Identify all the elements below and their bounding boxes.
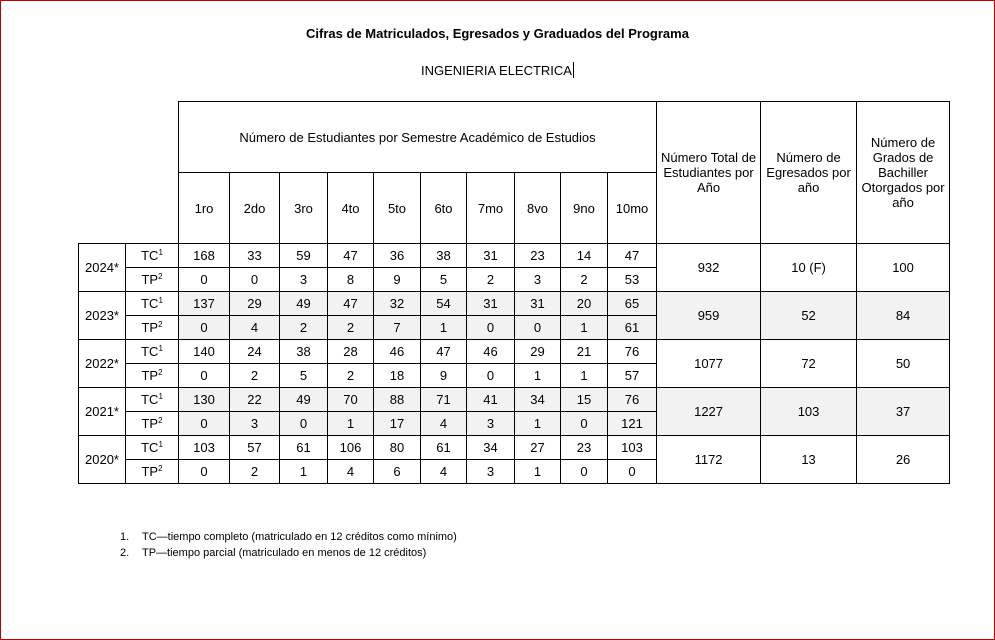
tc-value-cell: 14 [561, 244, 608, 268]
tc-value-cell: 28 [328, 340, 374, 364]
tp-text: TP [141, 368, 159, 383]
tc-value-cell: 47 [328, 292, 374, 316]
total-cell: 1172 [657, 436, 761, 484]
tp-value-cell: 0 [467, 316, 515, 340]
tc-value-cell: 36 [374, 244, 421, 268]
tc-value-cell: 70 [328, 388, 374, 412]
tp-footnote-mark: 2 [158, 368, 163, 377]
tc-value-cell: 49 [280, 292, 328, 316]
tc-value-cell: 31 [467, 244, 515, 268]
tp-value-cell: 1 [515, 412, 561, 436]
tc-value-cell: 59 [280, 244, 328, 268]
total-cell: 1077 [657, 340, 761, 388]
table-row-tc [79, 244, 950, 268]
tc-value-cell: 34 [467, 436, 515, 460]
tp-value-cell: 2 [230, 364, 280, 388]
tp-value-cell: 9 [374, 268, 421, 292]
total-cell: 959 [657, 292, 761, 340]
tp-label [126, 268, 179, 292]
tc-value-cell: 54 [421, 292, 467, 316]
footnote-2: 2. TP—tiempo parcial (matriculado en menos de 12 créditos) [120, 547, 427, 559]
tc-value-cell: 31 [515, 292, 561, 316]
tc-value-cell: 140 [179, 340, 230, 364]
tc-value-cell: 41 [467, 388, 515, 412]
tc-label [126, 388, 179, 412]
tc-value-cell: 168 [179, 244, 230, 268]
tp-text: TP [141, 272, 159, 287]
tp-value-cell: 7 [374, 316, 421, 340]
tp-value-cell: 17 [374, 412, 421, 436]
tc-footnote-mark: 1 [158, 344, 163, 353]
tp-value-cell: 3 [467, 412, 515, 436]
tc-text: TC [141, 392, 159, 407]
tp-value-cell: 3 [515, 268, 561, 292]
tc-value-cell: 23 [561, 436, 608, 460]
tc-text: TC [141, 344, 159, 359]
tc-footnote-mark: 1 [158, 248, 163, 257]
program-name: INGENIERIA ELECTRICA [421, 63, 572, 78]
graduates-cell: 72 [761, 340, 857, 388]
degrees-cell: 26 [857, 436, 950, 484]
table-row-tc [79, 436, 950, 460]
tp-value-cell: 3 [280, 268, 328, 292]
tc-value-cell: 31 [467, 292, 515, 316]
tp-value-cell: 0 [561, 412, 608, 436]
tc-value-cell: 61 [421, 436, 467, 460]
semester-header: 9no [561, 173, 608, 244]
text-cursor [573, 62, 574, 78]
tp-value-cell: 2 [230, 460, 280, 484]
tp-value-cell: 1 [515, 364, 561, 388]
year-cell: 2023* [79, 292, 126, 340]
degrees-cell: 50 [857, 340, 950, 388]
tp-label [126, 412, 179, 436]
tc-value-cell: 47 [328, 244, 374, 268]
enrollment-table [78, 101, 950, 484]
tp-value-cell: 0 [179, 412, 230, 436]
tp-value-cell: 2 [328, 316, 374, 340]
semester-header: 2do [230, 173, 280, 244]
tc-value-cell: 103 [179, 436, 230, 460]
tp-value-cell: 9 [421, 364, 467, 388]
degrees-cell: 100 [857, 244, 950, 292]
tp-label [126, 460, 179, 484]
tp-value-cell: 5 [280, 364, 328, 388]
tc-value-cell: 71 [421, 388, 467, 412]
semester-header: 1ro [179, 173, 230, 244]
graduates-cell: 52 [761, 292, 857, 340]
tc-value-cell: 27 [515, 436, 561, 460]
tc-value-cell: 21 [561, 340, 608, 364]
tp-value-cell: 5 [421, 268, 467, 292]
semester-header: 7mo [467, 173, 515, 244]
tp-text: TP [141, 416, 159, 431]
graduates-header: Número de Egresados por año [761, 102, 857, 244]
year-cell: 2024* [79, 244, 126, 292]
tp-value-cell: 4 [230, 316, 280, 340]
tc-footnote-mark: 1 [158, 440, 163, 449]
tc-value-cell: 38 [421, 244, 467, 268]
tc-value-cell: 32 [374, 292, 421, 316]
tp-value-cell: 1 [280, 460, 328, 484]
tc-value-cell: 24 [230, 340, 280, 364]
tp-value-cell: 61 [608, 316, 657, 340]
tc-value-cell: 88 [374, 388, 421, 412]
tc-label [126, 244, 179, 268]
tc-value-cell: 29 [515, 340, 561, 364]
graduates-cell: 13 [761, 436, 857, 484]
table-row-tc [79, 292, 950, 316]
degrees-cell: 84 [857, 292, 950, 340]
tp-value-cell: 0 [230, 268, 280, 292]
tp-value-cell: 18 [374, 364, 421, 388]
tp-value-cell: 0 [179, 316, 230, 340]
tc-value-cell: 47 [421, 340, 467, 364]
corner-blank-2 [79, 173, 179, 244]
tc-value-cell: 34 [515, 388, 561, 412]
tp-value-cell: 0 [561, 460, 608, 484]
tc-text: TC [141, 296, 159, 311]
tc-value-cell: 29 [230, 292, 280, 316]
tc-value-cell: 137 [179, 292, 230, 316]
document-title: Cifras de Matriculados, Egresados y Graduados del Programa [306, 26, 689, 41]
tc-value-cell: 33 [230, 244, 280, 268]
semester-header: 3ro [280, 173, 328, 244]
corner-blank [79, 102, 179, 173]
tc-value-cell: 76 [608, 340, 657, 364]
degrees-cell: 37 [857, 388, 950, 436]
year-cell: 2020* [79, 436, 126, 484]
total-cell: 932 [657, 244, 761, 292]
tp-value-cell: 3 [467, 460, 515, 484]
degrees-header: Número de Grados de Bachiller Otorgados por año [857, 102, 950, 244]
total-header: Número Total de Estudiantes por Año [657, 102, 761, 244]
tc-text: TC [141, 440, 159, 455]
tp-value-cell: 4 [421, 412, 467, 436]
tp-value-cell: 1 [561, 364, 608, 388]
tc-label [126, 292, 179, 316]
semester-header: 8vo [515, 173, 561, 244]
tc-label [126, 436, 179, 460]
tp-footnote-mark: 2 [158, 320, 163, 329]
semester-header: 4to [328, 173, 374, 244]
tp-footnote-mark: 2 [158, 272, 163, 281]
tp-value-cell: 1 [421, 316, 467, 340]
tc-label [126, 340, 179, 364]
header-row-group [79, 102, 950, 173]
semester-header: 10mo [608, 173, 657, 244]
tc-value-cell: 76 [608, 388, 657, 412]
tp-value-cell: 0 [280, 412, 328, 436]
tc-value-cell: 20 [561, 292, 608, 316]
tp-value-cell: 2 [328, 364, 374, 388]
tp-value-cell: 121 [608, 412, 657, 436]
graduates-cell: 103 [761, 388, 857, 436]
tp-value-cell: 0 [179, 460, 230, 484]
tc-value-cell: 23 [515, 244, 561, 268]
footnotes [120, 529, 457, 561]
tp-value-cell: 0 [179, 364, 230, 388]
tc-footnote-mark: 1 [158, 392, 163, 401]
tp-value-cell: 0 [179, 268, 230, 292]
graduates-cell: 10 (F) [761, 244, 857, 292]
tp-text: TP [141, 320, 159, 335]
year-cell: 2022* [79, 340, 126, 388]
footnote-1: 1. TC—tiempo completo (matriculado en 12 créditos como mínimo) [120, 531, 457, 543]
tp-value-cell: 4 [421, 460, 467, 484]
tp-value-cell: 53 [608, 268, 657, 292]
table-row-tc [79, 388, 950, 412]
tp-label [126, 364, 179, 388]
tp-value-cell: 2 [561, 268, 608, 292]
tc-value-cell: 22 [230, 388, 280, 412]
tp-value-cell: 0 [608, 460, 657, 484]
tc-value-cell: 15 [561, 388, 608, 412]
tp-value-cell: 0 [515, 316, 561, 340]
tp-value-cell: 2 [280, 316, 328, 340]
tp-footnote-mark: 2 [158, 464, 163, 473]
tc-value-cell: 106 [328, 436, 374, 460]
tc-value-cell: 65 [608, 292, 657, 316]
tp-value-cell: 57 [608, 364, 657, 388]
tp-value-cell: 2 [467, 268, 515, 292]
tp-value-cell: 1 [328, 412, 374, 436]
semester-group-header: Número de Estudiantes por Semestre Académico de Estudios [179, 102, 657, 173]
tp-value-cell: 3 [230, 412, 280, 436]
tc-footnote-mark: 1 [158, 296, 163, 305]
tp-footnote-mark: 2 [158, 416, 163, 425]
year-cell: 2021* [79, 388, 126, 436]
tc-value-cell: 49 [280, 388, 328, 412]
tp-text: TP [141, 464, 159, 479]
program-name-line[interactable] [0, 62, 995, 78]
tc-value-cell: 47 [608, 244, 657, 268]
tp-value-cell: 4 [328, 460, 374, 484]
semester-header: 6to [421, 173, 467, 244]
tp-value-cell: 8 [328, 268, 374, 292]
tc-text: TC [141, 248, 159, 263]
tc-value-cell: 80 [374, 436, 421, 460]
tc-value-cell: 57 [230, 436, 280, 460]
tp-value-cell: 6 [374, 460, 421, 484]
table-row-tc [79, 340, 950, 364]
tp-label [126, 316, 179, 340]
tc-value-cell: 61 [280, 436, 328, 460]
tc-value-cell: 103 [608, 436, 657, 460]
tc-value-cell: 38 [280, 340, 328, 364]
tc-value-cell: 130 [179, 388, 230, 412]
tp-value-cell: 1 [515, 460, 561, 484]
total-cell: 1227 [657, 388, 761, 436]
tp-value-cell: 1 [561, 316, 608, 340]
tp-value-cell: 0 [467, 364, 515, 388]
tc-value-cell: 46 [467, 340, 515, 364]
tc-value-cell: 46 [374, 340, 421, 364]
semester-header: 5to [374, 173, 421, 244]
